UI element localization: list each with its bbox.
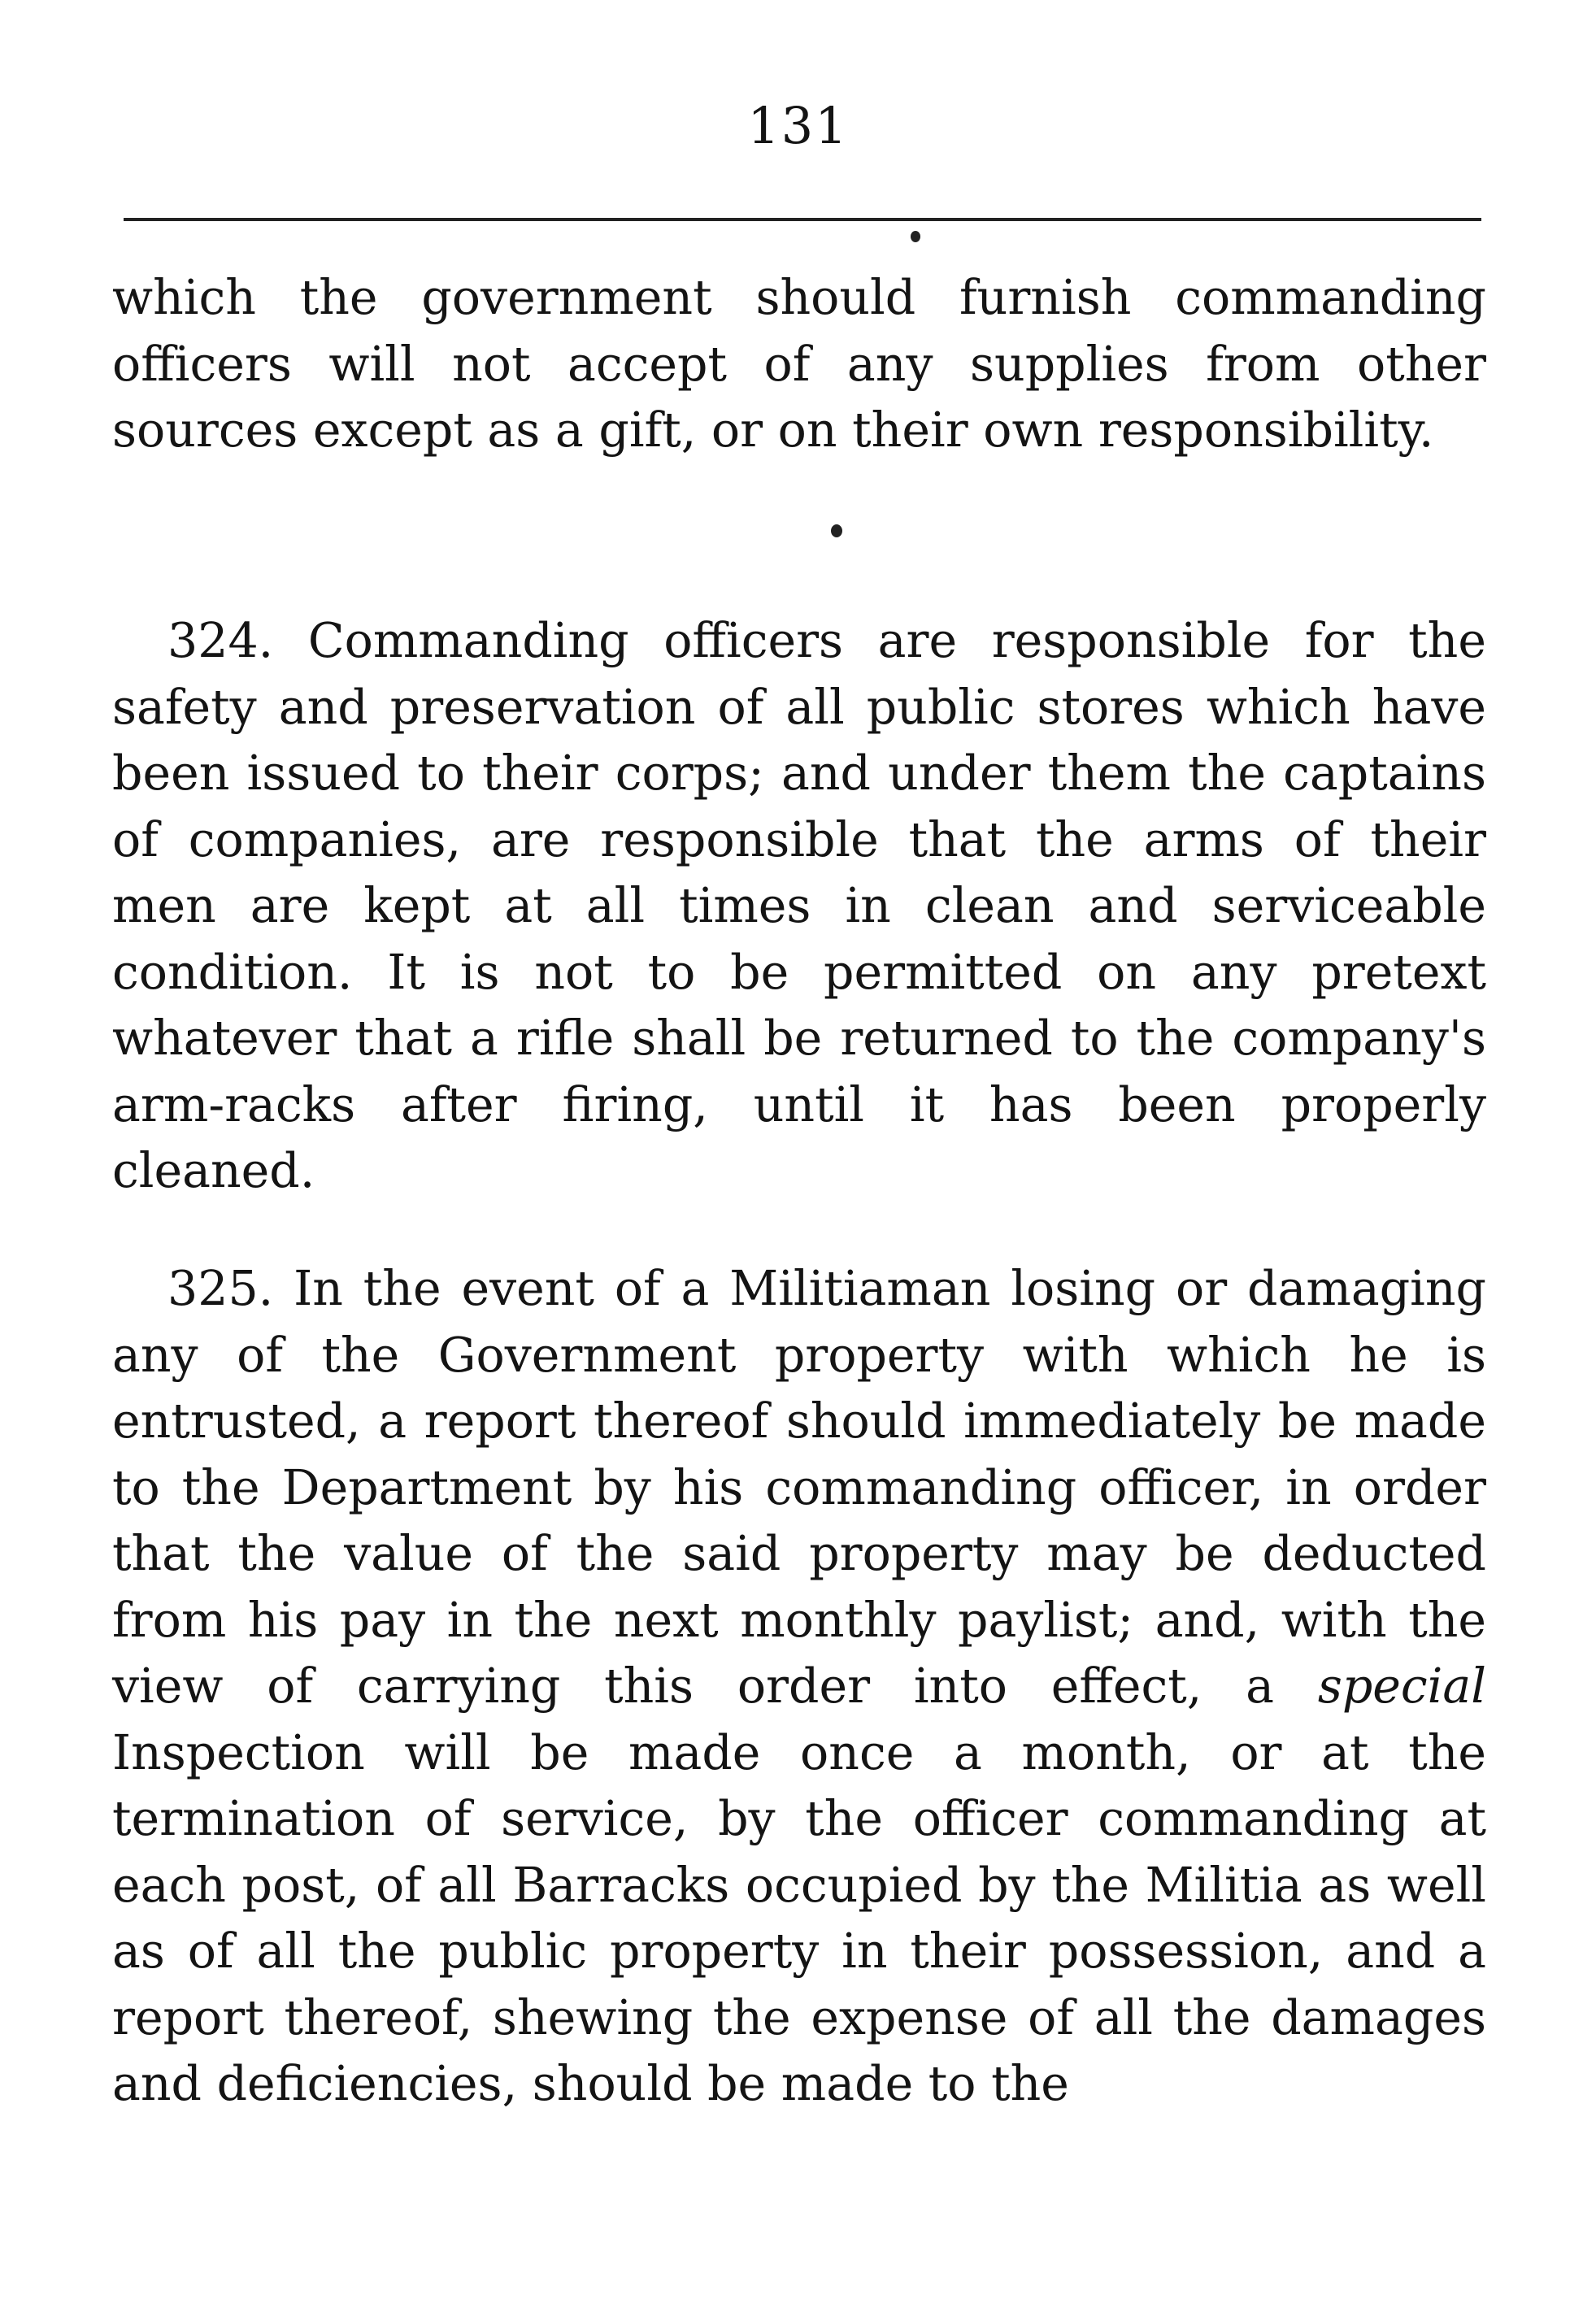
emphasis-special: special bbox=[1317, 1658, 1486, 1714]
stray-mark bbox=[831, 524, 842, 537]
rule-dot bbox=[911, 231, 920, 242]
paragraph-text-324: Commanding officers are responsible for the safety and preservation of all public stores which have been issued to their corps; and under them the captains of companies, are responsible that the arms of their men are kept at all times in clean and serviceable condition. It is not to be permitted on any pretext whatever that a rifle shall be returned to the company's arm-racks after firing, until it has been properly cleaned. bbox=[112, 613, 1486, 1198]
paragraph-text-325-before: In the event of a Militiaman losing or damaging any of the Government property with which he is entrusted, a report thereof should immediately be made to the Department by his commanding officer, in order that the value of the said property may be deducted from his pay in the next monthly paylist; and, with the view of carrying this order into effect, a bbox=[112, 1261, 1486, 1714]
continuation-text: which the government should furnish commanding officers will not accept of any supplies from other sources except as a gift, or on their own responsibility. bbox=[112, 270, 1486, 458]
header-rule bbox=[124, 218, 1481, 221]
paragraph-number-325: 325. bbox=[167, 1261, 274, 1316]
paragraph-continuation bbox=[112, 265, 1486, 464]
page-number: 131 bbox=[747, 96, 849, 155]
paragraph-number-324: 324. bbox=[167, 613, 274, 668]
paragraph-325 bbox=[112, 1256, 1486, 2118]
paragraph-324 bbox=[112, 608, 1486, 1205]
paragraph-text-325-after: Inspection will be made once a month, or at the termination of service, by the officer commanding at each post, of all Barracks occupied by the Militia as well as of all the public property in their possession, and a report thereof, shewing the expense of all the damages and deficiencies, should be made to the bbox=[112, 1724, 1486, 2111]
